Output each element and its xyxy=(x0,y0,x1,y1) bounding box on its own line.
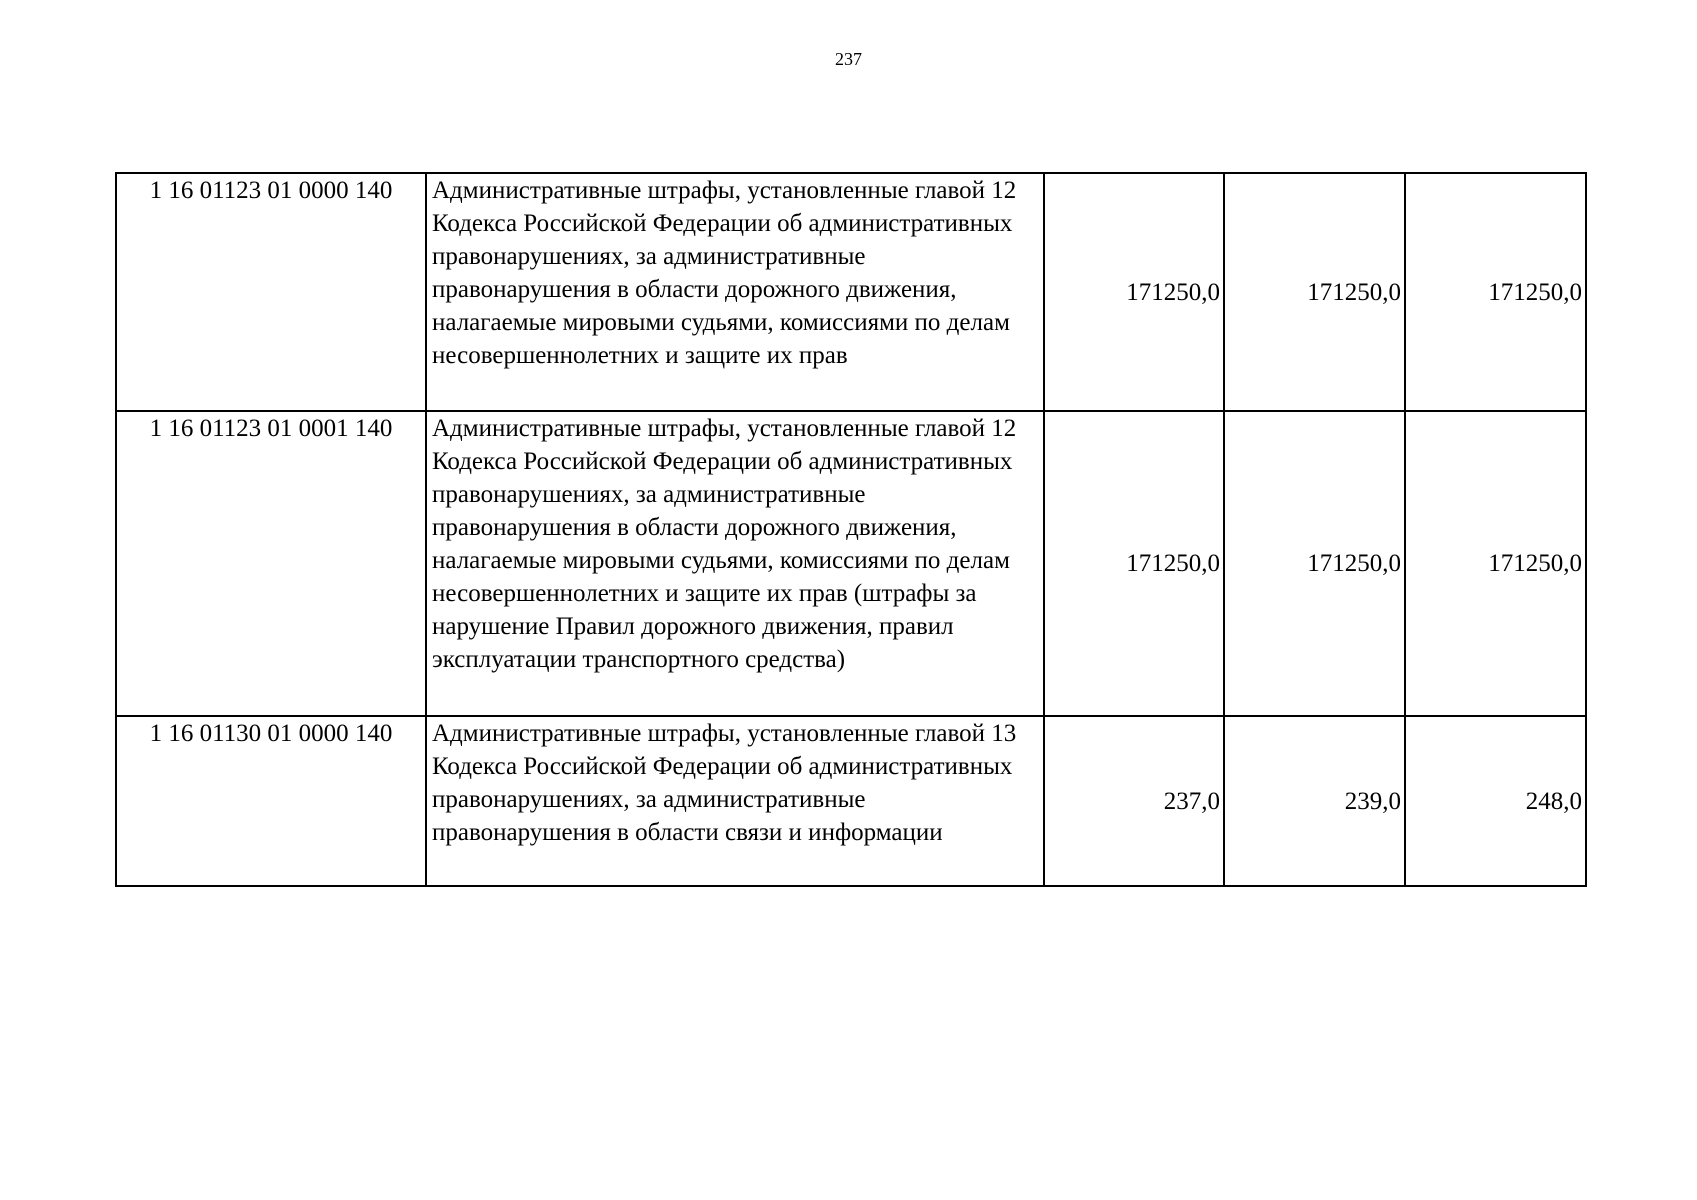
year-3-value-cell: 171250,0 xyxy=(1405,173,1586,411)
year-2-value-cell: 239,0 xyxy=(1224,716,1405,886)
table-row xyxy=(116,173,1586,411)
table-row xyxy=(116,411,1586,716)
page-number: 237 xyxy=(835,49,862,69)
year-2-value-cell: 171250,0 xyxy=(1224,173,1405,411)
year-3-value-cell: 171250,0 xyxy=(1405,411,1586,716)
year-1-value-cell: 171250,0 xyxy=(1044,173,1224,411)
revenue-code-cell: 1 16 01123 01 0000 140 xyxy=(116,173,426,411)
revenue-table xyxy=(115,172,1587,887)
revenue-description-cell: Административные штрафы, установленные главой 12 Кодекса Российской Федерации об административных правонарушениях, за административные правонарушения в области дорожного движения, налагаемые мировыми судьями, комиссиями по делам несовершеннолетних и защите их прав xyxy=(426,173,1044,411)
revenue-code-cell: 1 16 01130 01 0000 140 xyxy=(116,716,426,886)
revenue-description-cell: Административные штрафы, установленные главой 13 Кодекса Российской Федерации об административных правонарушениях, за административные правонарушения в области связи и информации xyxy=(426,716,1044,886)
revenue-description-cell: Административные штрафы, установленные главой 12 Кодекса Российской Федерации об административных правонарушениях, за административные правонарушения в области дорожного движения, налагаемые мировыми судьями, комиссиями по делам несовершеннолетних и защите их прав (штрафы за нарушение Правил дорожного движения, правил эксплуатации транспортного средства) xyxy=(426,411,1044,716)
year-2-value-cell: 171250,0 xyxy=(1224,411,1405,716)
year-3-value-cell: 248,0 xyxy=(1405,716,1586,886)
year-1-value-cell: 171250,0 xyxy=(1044,411,1224,716)
revenue-code-cell: 1 16 01123 01 0001 140 xyxy=(116,411,426,716)
year-1-value-cell: 237,0 xyxy=(1044,716,1224,886)
table-row xyxy=(116,716,1586,886)
